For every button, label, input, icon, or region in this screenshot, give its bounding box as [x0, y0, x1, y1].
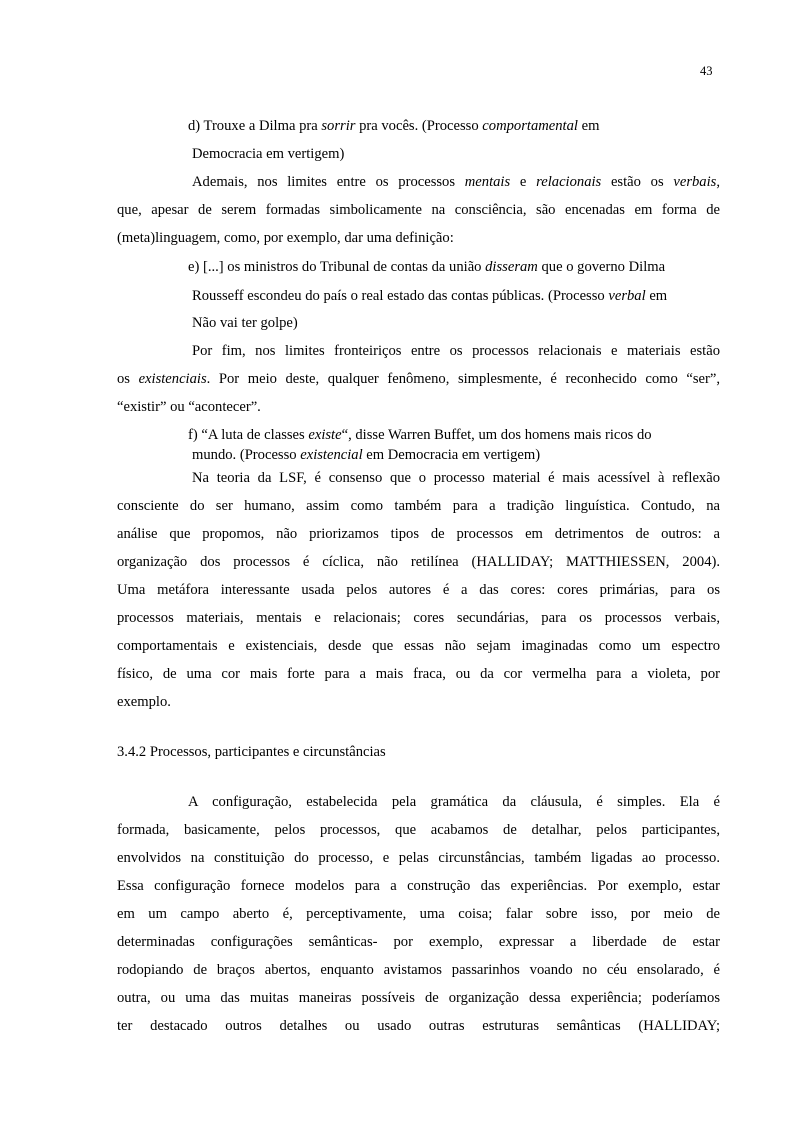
para4-line-5: em um campo aberto é, perceptivamente, uma coisa; falar sobre isso, por meio de	[117, 906, 720, 922]
example-e-line-3: Não vai ter golpe)	[192, 315, 298, 331]
para3-line-7: comportamentais e existenciais, desde que essas não sejam imaginadas como um espectro	[117, 638, 720, 654]
para4-line-3: envolvidos na constituição do processo, e pelas circunstâncias, também ligadas ao processo.	[117, 850, 720, 866]
para3-line-1: Na teoria da LSF, é consenso que o processo material é mais acessível à reflexão	[192, 470, 720, 486]
example-f-line-2: mundo. (Processo existencial em Democracia em vertigem)	[192, 447, 541, 463]
para1-line-1: Ademais, nos limites entre os processos mentais e relacionais estão os verbais,	[192, 174, 720, 190]
para4-line-1: A configuração, estabelecida pela gramática da cláusula, é simples. Ela é	[188, 794, 720, 810]
para1-line-2: que, apesar de serem formadas simbolicamente na consciência, são encenadas em forma de	[117, 202, 720, 218]
example-d-line-2: Democracia em vertigem)	[192, 146, 345, 162]
para3-line-9: exemplo.	[117, 694, 171, 710]
para2-line-3: “existir” ou “acontecer”.	[117, 399, 261, 415]
para3-line-6: processos materiais, mentais e relacionais; cores secundárias, para os processos verbais,	[117, 610, 720, 626]
example-e-line-1: e) [...] os ministros do Tribunal de contas da união disseram que o governo Dilma	[188, 259, 666, 275]
para4-line-2: formada, basicamente, pelos processos, que acabamos de detalhar, pelos participantes,	[117, 822, 720, 838]
para3-line-2: consciente do ser humano, assim como também para a tradição linguística. Contudo, na	[117, 498, 720, 514]
para4-line-4: Essa configuração fornece modelos para a construção das experiências. Por exemplo, estar	[117, 878, 720, 894]
para1-line-3: (meta)linguagem, como, por exemplo, dar uma definição:	[117, 230, 454, 246]
para3-line-4: organização dos processos é cíclica, não retilínea (HALLIDAY; MATTHIESSEN, 2004).	[117, 554, 720, 570]
para4-line-7: rodopiando de braços abertos, enquanto avistamos passarinhos voando no céu ensolarado, é	[117, 962, 720, 978]
section-heading: 3.4.2 Processos, participantes e circunstâncias	[117, 744, 386, 760]
para4-line-9: ter destacado outros detalhes ou usado outras estruturas semânticas (HALLIDAY;	[117, 1018, 720, 1034]
page-number: 43	[700, 64, 713, 78]
para4-line-6: determinadas configurações semânticas- por exemplo, expressar a liberdade de estar	[117, 934, 720, 950]
example-e-line-2: Rousseff escondeu do país o real estado das contas públicas. (Processo verbal em	[192, 288, 668, 304]
example-d-line-1: d) Trouxe a Dilma pra sorrir pra vocês. (Processo comportamental em	[188, 118, 600, 134]
para3-line-5: Uma metáfora interessante usada pelos autores é a das cores: cores primárias, para os	[117, 582, 720, 598]
para3-line-8: físico, de uma cor mais forte para a mais fraca, ou da cor vermelha para a violeta, por	[117, 666, 720, 682]
para2-line-2: os existenciais. Por meio deste, qualquer fenômeno, simplesmente, é reconhecido como “ser”,	[117, 371, 720, 387]
para2-line-1: Por fim, nos limites fronteiriços entre os processos relacionais e materiais estão	[192, 343, 720, 359]
para4-line-8: outra, ou uma das muitas maneiras possíveis de organização dessa experiência; poderíamos	[117, 990, 720, 1006]
example-f-line-1: f) “A luta de classes existe“, disse Warren Buffet, um dos homens mais ricos do	[188, 427, 652, 443]
para3-line-3: análise que propomos, não priorizamos tipos de processos em detrimentos de outros: a	[117, 526, 720, 542]
